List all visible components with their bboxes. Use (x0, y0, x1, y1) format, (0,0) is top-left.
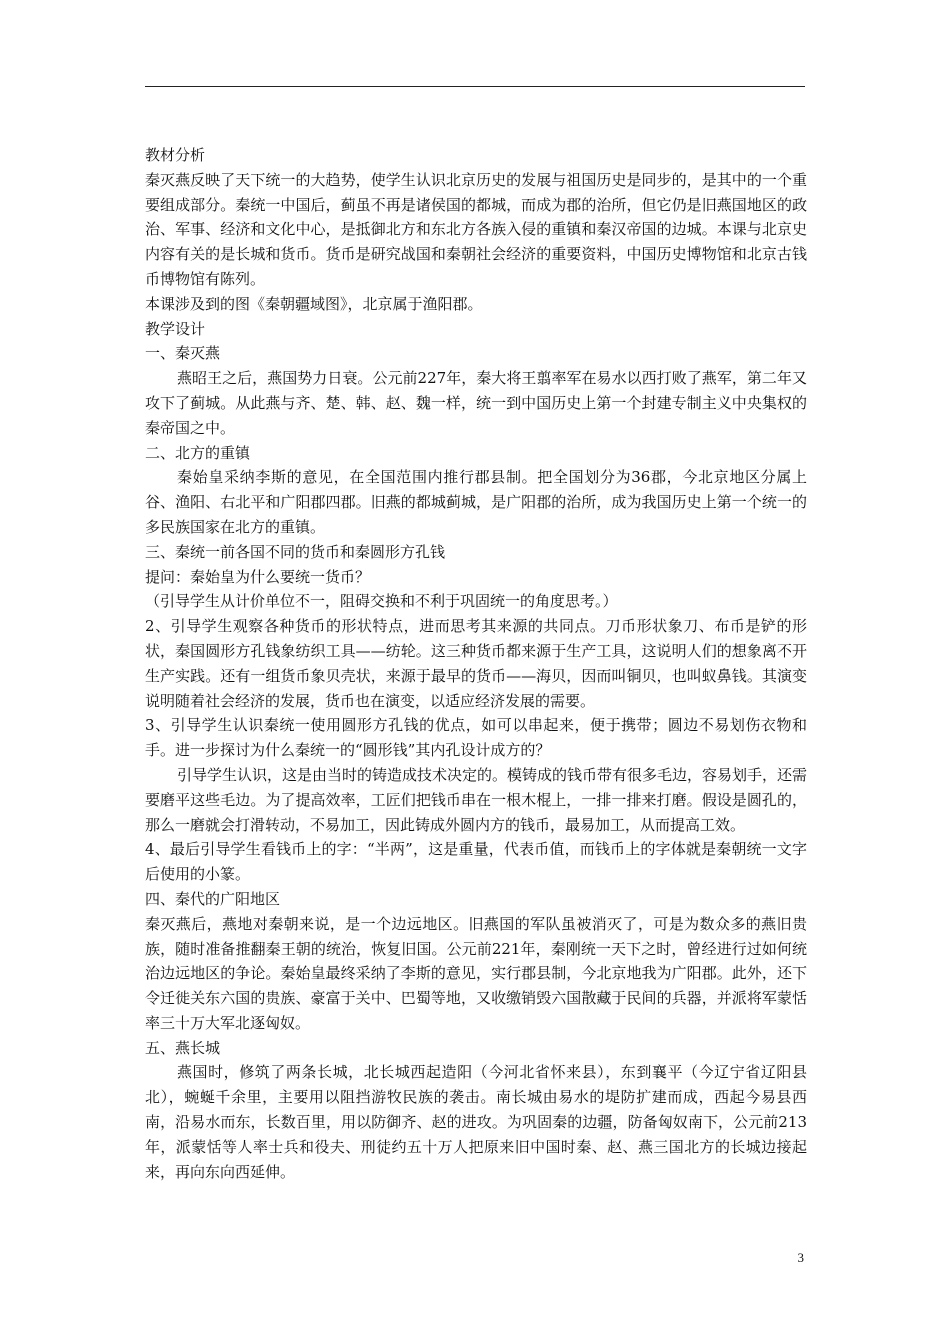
paragraph: 燕国时，修筑了两条长城，北长城西起造阳（今河北省怀来县），东到襄平（今辽宁省辽阳县北），蜿蜒千余里，主要用以阻挡游牧民族的袭击。南长城由易水的堤防扩建而成，西起今易县西南，沿易水而东，长数百里，用以防御齐、赵的进攻。为巩固秦的边疆，防备匈奴南下，公元前213年，派蒙恬等人率士兵和役夫、刑徒约五十万人把原来旧中国时秦、赵、燕三国北方的长城边接起来，再向东向西延伸。 (145, 1063, 807, 1181)
paragraph: 提问：秦始皇为什么要统一货币？ (145, 567, 371, 586)
section-heading: 二、北方的重镇 (145, 443, 251, 462)
paragraph: 本课涉及到的图《秦朝疆域图》，北京属于渔阳郡。 (145, 294, 483, 313)
section-heading: 五、燕长城 (145, 1038, 221, 1057)
paragraph: 2、引导学生观察各种货币的形状特点，进而思考其来源的共同点。刀币形状象刀、布币是铲的形状，秦国圆形方孔钱象纺织工具——纺轮。这三种货币都来源于生产工具，这说明人们的想象离不开生产实践。还有一组货币象贝壳状，来源于最早的货币——海贝，因而叫铜贝，也叫蚁鼻钱。其演变说明随着社会经济的发展，货币也在演变，以适应经济发展的需要。 (145, 617, 807, 710)
section-heading: 一、秦灭燕 (145, 344, 221, 363)
heading-textbook-analysis: 教材分析 (145, 146, 206, 164)
page-number: 3 (797, 1250, 804, 1265)
paragraph: 引导学生认识，这是由当时的铸造成技术决定的。模铸成的钱币带有很多毛边，容易划手，还需要磨平这些毛边。为了提高效率，工匠们把钱币串在一根木棍上，一排一排来打磨。假设是圆孔的，那么一磨就会打滑转动，不易加工，因此铸成外圆内方的钱币，最易加工，从而提高工效。 (145, 765, 808, 834)
paragraph: 3、引导学生认识秦统一使用圆形方孔钱的优点，如可以串起来，便于携带；圆边不易划伤衣物和手。进一步探讨为什么秦统一的“圆形钱”其内孔设计成方的？ (145, 716, 807, 760)
section-heading: 四、秦代的广阳地区 (145, 889, 281, 908)
paragraph: 燕昭王之后，燕国势力日衰。公元前227年，秦大将王翦率军在易水以西打败了燕军，第二年又攻下了蓟城。从此燕与齐、楚、韩、赵、魏一样，统一到中国历史上第一个封建专制主义中央集权的秦帝国之中。 (145, 369, 807, 437)
header-rule (145, 86, 805, 87)
paragraph: 秦灭燕反映了天下统一的大趋势，使学生认识北京历史的发展与祖国历史是同步的，是其中的一个重要组成部分。秦统一中国后，蓟虽不再是诸侯国的都城，而成为郡的治所，但它仍是旧燕国地区的政治、军事、经济和文化中心，是抵御北方和东北方各族入侵的重镇和秦汉帝国的边城。本课与北京史内容有关的是长城和货币。货币是研究战国和秦朝社会经济的重要资料，中国历史博物馆和北京古钱币博物馆有陈列。 (145, 170, 807, 288)
paragraph: 秦灭燕后，燕地对秦朝来说，是一个边远地区。旧燕国的军队虽被消灭了，可是为数众多的燕旧贵族，随时准备推翻秦王朝的统治，恢复旧国。公元前221年，秦刚统一天下之时，曾经进行过如何统治边远地区的争论。秦始皇最终采纳了李斯的意见，实行郡县制，今北京地我为广阳郡。此外，还下令迁徙关东六国的贵族、豪富于关中、巴蜀等地，又收缴销毁六国散藏于民间的兵器，并派将军蒙恬率三十万大军北逐匈奴。 (145, 914, 807, 1032)
paragraph: 4、最后引导学生看钱币上的字：“半两”，这是重量，代表币值，而钱币上的字体就是秦朝统一文字后使用的小篆。 (145, 840, 807, 884)
paragraph: （引导学生从计价单位不一，阻碍交换和不利于巩固统一的角度思考。） (145, 592, 618, 611)
paragraph: 秦始皇采纳李斯的意见，在全国范围内推行郡县制。把全国划分为36郡，今北京地区分属上谷、渔阳、右北平和广阳郡四郡。旧燕的都城蓟城，是广阳郡的治所，成为我国历史上第一个统一的多民族国家在北方的重镇。 (145, 468, 807, 536)
section-heading: 三、秦统一前各国不同的货币和秦圆形方孔钱 (145, 542, 446, 561)
document-body (145, 143, 807, 1184)
heading-teaching-design: 教学设计 (145, 319, 206, 338)
